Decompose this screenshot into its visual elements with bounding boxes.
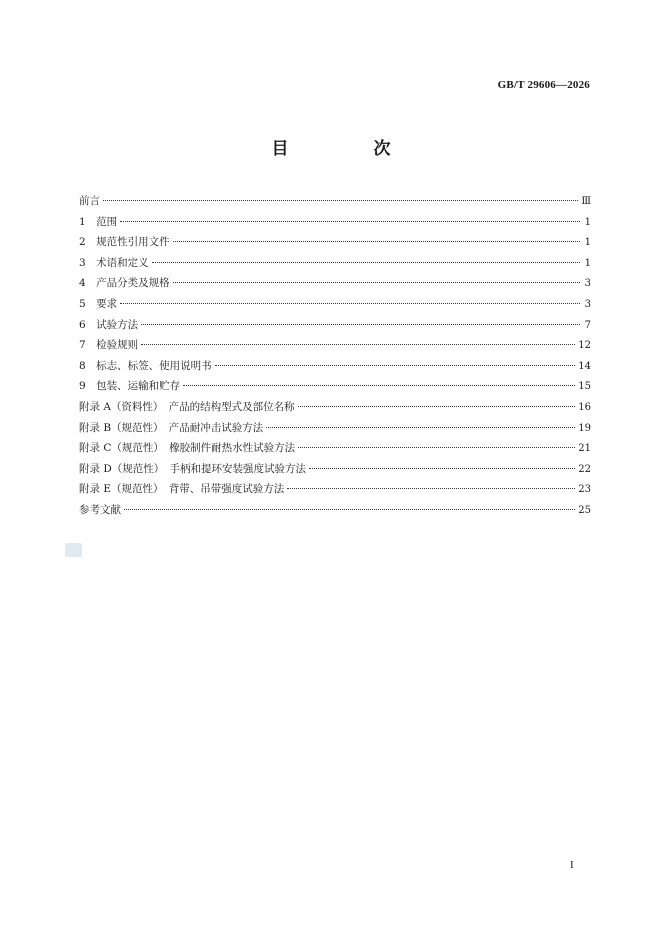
toc-entry[interactable] [79,418,591,439]
toc-entry-page: 3 [584,298,591,310]
toc-dot-leader [215,365,576,366]
toc-entry-label: 附录 C（规范性） 橡胶制件耐热水性试验方法 [79,442,296,455]
toc-entry-label: 附录 D（规范性） 手柄和提环安装强度试验方法 [79,462,307,475]
toc-entry[interactable] [79,335,591,356]
page-title: 目 次 [271,139,425,159]
toc-entry-page: 3 [584,278,591,290]
toc-entry[interactable] [79,376,591,397]
toc-dot-leader [183,385,575,386]
toc-dot-leader [309,468,575,469]
toc-entry-page: 1 [584,237,591,249]
toc-entry[interactable] [79,397,591,418]
toc-entry-page: 1 [584,216,591,228]
standard-number: GB/T 29606—2026 [497,79,590,91]
toc-entry[interactable] [79,459,591,480]
toc-dot-leader [141,344,575,345]
toc-entry-label: 2 规范性引用文件 [79,236,170,249]
toc-entry-page: 12 [578,340,591,352]
toc-entry-page: 15 [578,381,591,393]
toc-dot-leader [141,324,580,325]
toc-entry[interactable] [79,356,591,377]
stamp-mark [65,543,82,557]
toc-dot-leader [120,221,580,222]
toc-dot-leader [173,241,580,242]
toc-dot-leader [266,427,575,428]
toc-dot-leader [152,262,580,263]
toc-entry-label: 附录 B（规范性） 产品耐冲击试验方法 [79,421,264,434]
page-number: I [570,859,574,871]
toc-entry[interactable] [79,438,591,459]
toc-entry-label: 前言 [79,195,100,207]
toc-entry-page: 19 [578,422,591,434]
toc-entry-label: 7 检验规则 [79,339,139,352]
toc-entry-label: 附录 A（资料性） 产品的结构型式及部位名称 [79,400,295,413]
toc-dot-leader [298,447,575,448]
toc-entry-page: 7 [584,319,591,331]
toc-entry-label: 参考文献 [79,503,121,516]
toc-dot-leader [103,200,578,201]
toc-entry[interactable] [79,232,591,253]
table-of-contents [79,191,591,521]
toc-entry-page: 25 [578,504,591,516]
toc-entry[interactable] [79,273,591,294]
toc-entry-page: 23 [578,484,591,496]
toc-entry-label: 8 标志、标签、使用说明书 [79,359,212,372]
toc-entry[interactable] [79,315,591,336]
toc-entry[interactable] [79,253,591,274]
toc-entry[interactable] [79,294,591,315]
toc-dot-leader [124,509,575,510]
toc-entry-page: 14 [578,360,591,372]
toc-dot-leader [173,282,580,283]
toc-entry-label: 附录 E（规范性） 背带、吊带强度试验方法 [79,483,285,496]
toc-entry-label: 4 产品分类及规格 [79,277,170,290]
toc-dot-leader [298,406,576,407]
toc-entry-label: 1 范围 [79,215,118,228]
toc-dot-leader [287,488,575,489]
toc-entry-label: 6 试验方法 [79,318,139,331]
toc-entry[interactable] [79,212,591,233]
toc-entry[interactable] [79,479,591,500]
toc-entry-page: 1 [584,257,591,269]
toc-entry-page: Ⅲ [581,196,591,207]
toc-entry-page: 16 [578,401,591,413]
toc-dot-leader [120,303,580,304]
toc-entry-page: 22 [578,463,591,475]
toc-entry[interactable] [79,191,591,212]
toc-entry-label: 3 术语和定义 [79,256,149,269]
toc-entry-label: 9 包装、运输和贮存 [79,380,181,393]
toc-entry-page: 21 [578,443,591,455]
toc-entry[interactable] [79,500,591,521]
toc-entry-label: 5 要求 [79,297,118,310]
